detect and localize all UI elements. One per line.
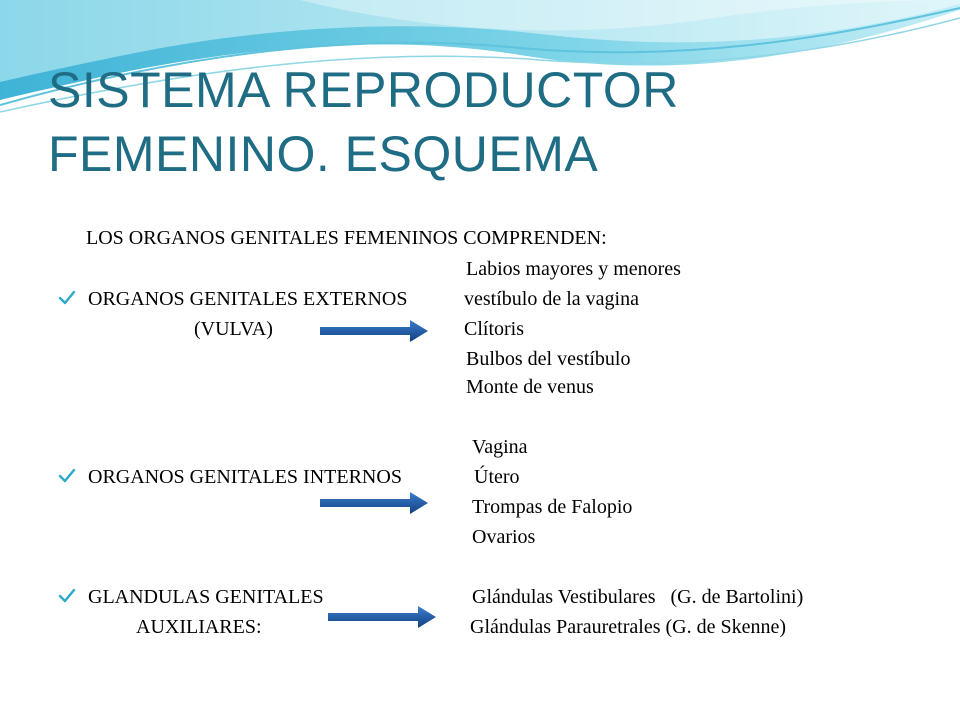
arrow-right-icon	[320, 490, 430, 516]
list-item: Glándulas Vestibulares (G. de Bartolini)	[472, 586, 804, 608]
section-externos-label: ORGANOS GENITALES EXTERNOS	[88, 288, 408, 310]
list-item: Vagina	[472, 436, 528, 458]
list-item: Glándulas Parauretrales (G. de Skenne)	[470, 616, 786, 638]
title-line-1: SISTEMA REPRODUCTOR	[48, 62, 679, 118]
list-item: Bulbos del vestíbulo	[466, 348, 631, 370]
list-item: Útero	[474, 466, 520, 488]
list-item: Labios mayores y menores	[466, 258, 681, 280]
list-item: Ovarios	[472, 526, 536, 548]
section-glandulas-label: GLANDULAS GENITALES	[88, 586, 324, 608]
list-item: Trompas de Falopio	[472, 496, 633, 518]
section-glandulas-sublabel: AUXILIARES:	[136, 616, 262, 638]
check-icon	[58, 467, 76, 485]
check-icon	[58, 587, 76, 605]
section-internos-label: ORGANOS GENITALES INTERNOS	[88, 466, 402, 488]
list-item: Monte de venus	[466, 376, 594, 398]
section-externos-sublabel: (VULVA)	[194, 318, 273, 340]
arrow-right-icon	[320, 318, 430, 344]
check-icon	[58, 289, 76, 307]
arrow-right-icon	[328, 604, 438, 630]
list-item: Clítoris	[464, 318, 525, 340]
title-line-2: FEMENINO. ESQUEMA	[48, 126, 599, 182]
list-item: vestíbulo de la vagina	[464, 288, 639, 310]
intro-text: LOS ORGANOS GENITALES FEMENINOS COMPRENDEN:	[86, 227, 607, 249]
slide-title	[48, 58, 679, 186]
